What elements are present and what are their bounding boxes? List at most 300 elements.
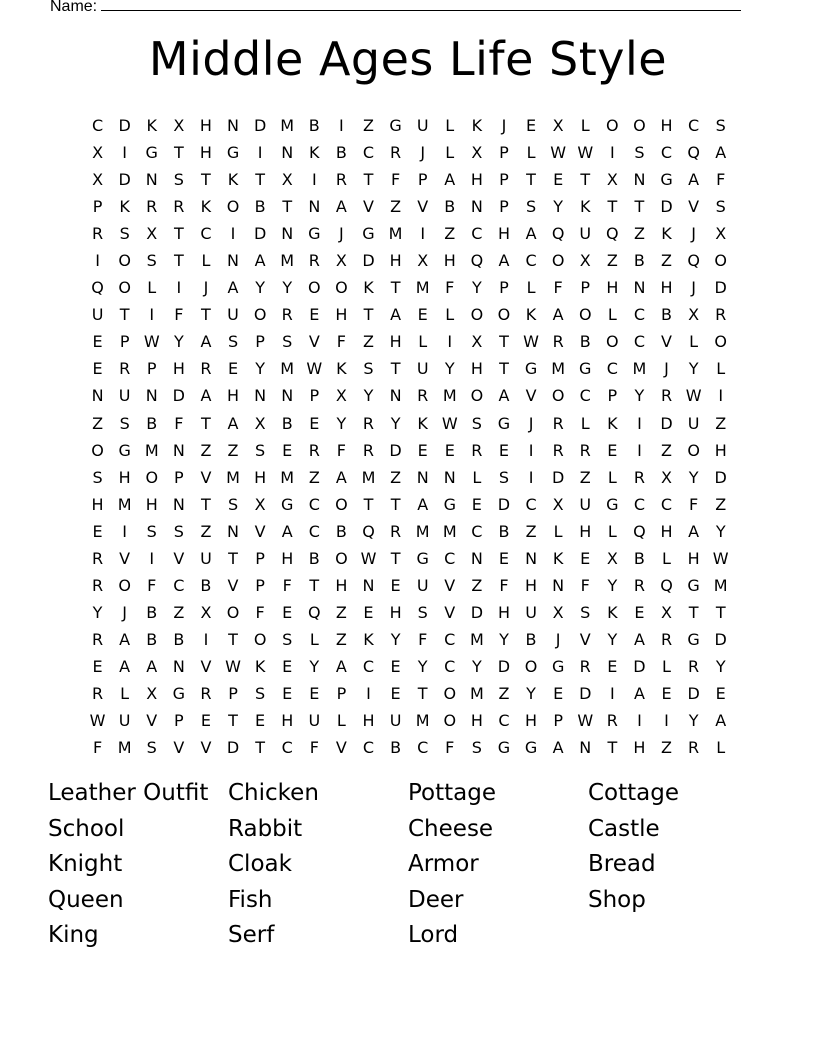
- grid-letter: M: [415, 521, 430, 541]
- grid-letter: A: [200, 386, 212, 406]
- grid-row: [84, 518, 734, 545]
- grid-letter: S: [92, 467, 103, 487]
- grid-letter: T: [173, 251, 184, 271]
- grid-letter: S: [227, 494, 239, 514]
- grid-letter: I: [609, 143, 615, 163]
- grid-letter: V: [661, 332, 672, 352]
- grid-letter: N: [633, 278, 646, 298]
- grid-letter: O: [91, 440, 104, 460]
- grid-letter: M: [469, 683, 484, 703]
- grid-letter: F: [174, 413, 184, 433]
- grid-letter: X: [254, 494, 266, 514]
- grid-letter: J: [203, 278, 209, 298]
- grid-letter: I: [528, 440, 534, 460]
- grid-letter: R: [660, 386, 673, 406]
- grid-letter: Q: [606, 224, 619, 244]
- word-list-item: Cottage: [588, 780, 680, 806]
- grid-letter: R: [552, 440, 564, 460]
- grid-letter: T: [119, 305, 130, 325]
- grid-letter: L: [445, 116, 455, 135]
- grid-letter: J: [691, 278, 696, 298]
- word-list-item: Deer: [408, 886, 464, 913]
- grid-letter: S: [580, 602, 591, 622]
- grid-letter: E: [309, 305, 320, 325]
- grid-letter: A: [715, 711, 727, 731]
- grid-letter: Z: [525, 521, 537, 541]
- grid-letter: K: [336, 359, 347, 379]
- grid-letter: V: [200, 738, 212, 758]
- grid-letter: C: [417, 738, 429, 758]
- grid-letter: E: [417, 440, 428, 460]
- grid-letter: C: [471, 521, 483, 541]
- grid-letter: M: [551, 359, 566, 379]
- grid-letter: P: [228, 683, 238, 703]
- word-list-item: Lord: [408, 922, 459, 948]
- grid-letter: F: [418, 629, 428, 649]
- grid-letter: E: [417, 305, 428, 325]
- grid-letter: O: [253, 629, 267, 649]
- grid-letter: Y: [255, 359, 265, 379]
- grid-row: [84, 734, 734, 761]
- grid-letter: Q: [633, 521, 646, 541]
- grid-row: [84, 680, 734, 707]
- grid-letter: T: [499, 359, 509, 379]
- grid-letter: B: [308, 548, 320, 568]
- grid-letter: G: [687, 629, 700, 649]
- grid-letter: P: [255, 548, 265, 568]
- grid-letter: O: [145, 467, 159, 487]
- grid-letter: C: [281, 738, 293, 758]
- grid-letter: T: [282, 197, 293, 217]
- grid-letter: H: [145, 494, 158, 514]
- grid-letter: A: [688, 521, 700, 541]
- grid-letter: K: [607, 602, 618, 622]
- grid-letter: T: [390, 359, 401, 379]
- grid-letter: N: [281, 224, 294, 244]
- grid-letter: T: [390, 494, 401, 514]
- grid-letter: M: [117, 738, 132, 758]
- grid-letter: N: [227, 251, 239, 271]
- grid-letter: M: [388, 224, 403, 244]
- grid-letter: A: [119, 656, 131, 676]
- grid-letter: Q: [551, 224, 565, 244]
- grid-letter: U: [308, 711, 321, 731]
- grid-letter: G: [443, 494, 456, 514]
- word-list-item: Rabbit: [228, 815, 303, 842]
- grid-letter: H: [497, 224, 510, 244]
- grid-letter: I: [176, 278, 182, 298]
- grid-letter: Z: [606, 251, 618, 271]
- grid-row: [84, 139, 734, 166]
- grid-letter: E: [580, 548, 591, 568]
- grid-letter: X: [606, 548, 618, 568]
- grid-letter: F: [689, 494, 699, 514]
- grid-letter: X: [471, 332, 483, 352]
- grid-letter: N: [281, 386, 294, 406]
- grid-letter: Y: [553, 197, 564, 217]
- grid-letter: R: [471, 440, 483, 460]
- grid-row: [84, 599, 734, 626]
- word-list-item: Queen: [48, 886, 124, 913]
- grid-letter: E: [553, 170, 564, 190]
- grid-letter: Z: [661, 251, 672, 271]
- grid-letter: M: [469, 629, 484, 649]
- grid-letter: P: [499, 197, 509, 217]
- grid-letter: J: [122, 602, 127, 622]
- grid-letter: U: [687, 413, 700, 433]
- grid-letter: W: [360, 548, 377, 568]
- grid-letter: S: [363, 359, 374, 379]
- grid-letter: X: [417, 251, 429, 271]
- grid-letter: H: [91, 494, 104, 514]
- grid-letter: G: [118, 440, 131, 460]
- grid-letter: N: [633, 170, 646, 190]
- grid-letter: O: [253, 305, 267, 325]
- grid-letter: H: [660, 521, 673, 541]
- grid-letter: W: [550, 143, 567, 163]
- grid-letter: E: [715, 683, 726, 703]
- grid-letter: D: [118, 116, 131, 135]
- grid-letter: E: [255, 711, 266, 731]
- grid-letter: A: [444, 170, 456, 190]
- grid-letter: F: [92, 738, 103, 758]
- grid-letter: B: [579, 332, 591, 352]
- grid-letter: K: [471, 116, 483, 135]
- grid-row: [84, 545, 734, 572]
- grid-letter: A: [715, 143, 727, 163]
- grid-letter: Z: [661, 738, 672, 758]
- grid-letter: O: [687, 440, 700, 460]
- grid-letter: C: [308, 494, 320, 514]
- grid-letter: Y: [688, 467, 699, 487]
- grid-letter: R: [362, 413, 375, 433]
- grid-letter: H: [199, 116, 212, 135]
- grid-letter: Q: [687, 251, 700, 271]
- grid-letter: R: [91, 629, 104, 649]
- grid-letter: O: [606, 116, 619, 135]
- grid-letter: Y: [390, 629, 401, 649]
- grid-letter: J: [555, 629, 561, 649]
- grid-letter: G: [660, 170, 673, 190]
- grid-letter: B: [146, 629, 158, 649]
- grid-letter: A: [498, 386, 510, 406]
- grid-letter: E: [661, 683, 672, 703]
- grid-letter: X: [661, 602, 672, 622]
- grid-row: [84, 653, 734, 680]
- grid-letter: X: [146, 683, 158, 703]
- grid-letter: F: [499, 575, 509, 595]
- grid-letter: R: [390, 143, 402, 163]
- grid-letter: Y: [282, 278, 293, 298]
- grid-letter: S: [255, 683, 266, 703]
- grid-letter: I: [718, 386, 724, 406]
- grid-letter: P: [417, 170, 428, 190]
- grid-letter: R: [660, 629, 673, 649]
- grid-letter: P: [174, 711, 184, 731]
- grid-letter: T: [688, 602, 699, 622]
- grid-letter: T: [607, 197, 618, 217]
- grid-letter: O: [335, 494, 348, 514]
- grid-letter: C: [633, 332, 645, 352]
- grid-row: [84, 301, 734, 328]
- grid-letter: A: [552, 305, 564, 325]
- grid-letter: L: [689, 332, 699, 352]
- grid-letter: M: [713, 575, 728, 595]
- grid-letter: W: [577, 143, 594, 163]
- grid-letter: P: [607, 386, 618, 406]
- word-list-item: Chicken: [228, 780, 319, 806]
- grid-letter: C: [660, 143, 673, 163]
- grid-letter: R: [417, 386, 429, 406]
- grid-letter: H: [281, 711, 294, 731]
- grid-letter: D: [389, 440, 402, 460]
- word-list-item: King: [48, 922, 99, 948]
- grid-letter: C: [173, 575, 185, 595]
- grid-letter: W: [523, 332, 539, 352]
- grid-letter: L: [716, 359, 726, 379]
- grid-letter: Z: [173, 602, 185, 622]
- grid-letter: D: [551, 467, 565, 487]
- word-list-item: Fish: [228, 886, 273, 913]
- grid-letter: R: [200, 683, 212, 703]
- grid-letter: R: [606, 711, 618, 731]
- grid-letter: M: [280, 116, 295, 135]
- grid-letter: Q: [660, 575, 673, 595]
- grid-letter: R: [119, 359, 131, 379]
- grid-letter: I: [339, 116, 344, 135]
- grid-letter: O: [714, 251, 727, 271]
- grid-row: [84, 274, 734, 301]
- grid-letter: N: [145, 170, 158, 190]
- grid-letter: S: [282, 332, 293, 352]
- grid-letter: T: [228, 629, 238, 649]
- grid-letter: H: [660, 278, 673, 298]
- grid-letter: T: [201, 305, 211, 325]
- grid-letter: K: [417, 413, 428, 433]
- grid-letter: Z: [363, 332, 374, 352]
- grid-letter: A: [146, 656, 158, 676]
- grid-letter: B: [254, 197, 266, 217]
- grid-letter: I: [366, 683, 371, 703]
- grid-letter: Y: [309, 656, 320, 676]
- grid-letter: Y: [173, 332, 184, 352]
- grid-letter: C: [498, 711, 510, 731]
- grid-letter: Y: [417, 656, 428, 676]
- word-list-item: Shop: [588, 886, 646, 913]
- grid-letter: B: [633, 548, 645, 568]
- grid-letter: F: [445, 278, 455, 298]
- grid-letter: Z: [661, 440, 672, 460]
- grid-letter: E: [634, 602, 645, 622]
- name-label: Name:: [50, 0, 98, 15]
- grid-letter: R: [308, 440, 320, 460]
- word-search-grid: [84, 112, 734, 761]
- grid-letter: D: [660, 197, 673, 217]
- grid-letter: V: [363, 197, 374, 217]
- grid-letter: B: [281, 413, 293, 433]
- grid-letter: A: [633, 683, 645, 703]
- grid-letter: R: [91, 548, 104, 568]
- grid-letter: C: [362, 143, 375, 163]
- grid-letter: S: [146, 251, 157, 271]
- grid-letter: D: [172, 386, 185, 406]
- grid-letter: R: [688, 656, 700, 676]
- grid-letter: S: [227, 332, 239, 352]
- grid-letter: Z: [471, 575, 483, 595]
- grid-letter: P: [499, 143, 509, 163]
- grid-letter: N: [172, 494, 185, 514]
- grid-row: [84, 626, 734, 653]
- grid-letter: X: [552, 494, 564, 514]
- page-title: Middle Ages Life Style: [148, 32, 668, 86]
- grid-letter: D: [226, 738, 240, 758]
- grid-letter: L: [336, 711, 346, 731]
- grid-letter: I: [420, 224, 426, 244]
- grid-letter: B: [335, 143, 347, 163]
- grid-letter: B: [146, 602, 158, 622]
- grid-letter: S: [417, 602, 428, 622]
- grid-letter: E: [444, 440, 455, 460]
- grid-letter: E: [553, 683, 564, 703]
- grid-letter: L: [580, 413, 590, 433]
- grid-letter: R: [91, 575, 104, 595]
- grid-row: [84, 166, 734, 193]
- grid-letter: O: [226, 197, 240, 217]
- grid-row: [84, 437, 734, 464]
- grid-letter: B: [633, 251, 645, 271]
- grid-letter: T: [607, 738, 618, 758]
- grid-letter: L: [607, 305, 617, 325]
- grid-letter: T: [309, 575, 320, 595]
- grid-letter: G: [687, 575, 700, 595]
- grid-letter: K: [309, 143, 320, 163]
- grid-letter: E: [92, 332, 103, 352]
- grid-letter: D: [362, 251, 375, 271]
- grid-letter: G: [308, 224, 321, 244]
- grid-letter: U: [579, 494, 592, 514]
- grid-letter: R: [173, 197, 185, 217]
- grid-letter: Z: [444, 224, 456, 244]
- grid-letter: P: [499, 170, 509, 190]
- grid-letter: R: [715, 305, 727, 325]
- grid-letter: N: [172, 440, 185, 460]
- grid-letter: I: [149, 305, 155, 325]
- word-list-item: Serf: [228, 922, 275, 948]
- grid-letter: Z: [363, 116, 374, 135]
- grid-letter: Z: [715, 494, 727, 514]
- grid-letter: H: [579, 521, 592, 541]
- word-list-item: Pottage: [408, 780, 497, 806]
- grid-letter: U: [118, 386, 131, 406]
- grid-letter: P: [580, 278, 591, 298]
- grid-letter: Z: [715, 413, 727, 433]
- grid-letter: R: [362, 440, 375, 460]
- grid-letter: S: [255, 440, 266, 460]
- grid-letter: K: [119, 197, 130, 217]
- grid-letter: D: [470, 602, 484, 622]
- grid-letter: L: [472, 467, 482, 487]
- grid-letter: A: [688, 170, 700, 190]
- grid-letter: R: [633, 467, 645, 487]
- grid-letter: G: [145, 143, 158, 163]
- grid-letter: V: [579, 629, 591, 649]
- grid-letter: D: [579, 683, 592, 703]
- grid-letter: H: [633, 738, 646, 758]
- grid-letter: J: [339, 224, 344, 244]
- grid-letter: M: [415, 278, 430, 298]
- grid-letter: E: [282, 683, 293, 703]
- grid-letter: N: [470, 548, 483, 568]
- grid-letter: D: [253, 224, 267, 244]
- grid-letter: G: [172, 683, 186, 703]
- grid-letter: F: [553, 278, 563, 298]
- grid-letter: L: [120, 683, 130, 703]
- grid-letter: S: [173, 521, 184, 541]
- grid-letter: V: [688, 197, 700, 217]
- grid-letter: R: [335, 170, 347, 190]
- grid-letter: E: [282, 656, 293, 676]
- grid-letter: P: [499, 278, 509, 298]
- grid-letter: M: [144, 440, 159, 460]
- grid-letter: Z: [308, 467, 320, 487]
- grid-letter: T: [201, 494, 211, 514]
- grid-letter: B: [444, 197, 456, 217]
- grid-letter: H: [687, 548, 700, 568]
- grid-letter: M: [632, 359, 647, 379]
- grid-letter: C: [362, 656, 375, 676]
- grid-letter: K: [200, 197, 212, 217]
- grid-row: [84, 707, 734, 734]
- grid-letter: R: [281, 305, 293, 325]
- grid-letter: H: [199, 143, 212, 163]
- word-list-item: Cheese: [408, 815, 494, 842]
- grid-letter: C: [91, 116, 104, 135]
- grid-letter: Z: [200, 440, 212, 460]
- grid-letter: M: [442, 521, 457, 541]
- grid-letter: I: [95, 251, 100, 271]
- grid-letter: H: [118, 467, 131, 487]
- grid-letter: H: [525, 711, 538, 731]
- grid-letter: A: [390, 305, 402, 325]
- grid-letter: H: [335, 575, 348, 595]
- grid-letter: A: [119, 629, 131, 649]
- grid-letter: L: [662, 656, 671, 676]
- grid-letter: L: [526, 143, 536, 163]
- grid-letter: Z: [498, 683, 510, 703]
- grid-letter: F: [445, 738, 455, 758]
- grid-letter: H: [606, 278, 619, 298]
- grid-letter: Y: [715, 521, 726, 541]
- grid-row: [84, 328, 734, 355]
- grid-letter: Q: [308, 602, 321, 622]
- grid-letter: E: [227, 359, 239, 379]
- grid-letter: O: [443, 683, 457, 703]
- grid-letter: F: [282, 575, 292, 595]
- grid-letter: X: [173, 116, 185, 135]
- grid-row: [84, 220, 734, 247]
- grid-letter: K: [363, 629, 374, 649]
- grid-letter: Z: [200, 521, 212, 541]
- grid-letter: H: [389, 251, 402, 271]
- grid-letter: R: [688, 738, 700, 758]
- grid-letter: O: [470, 386, 484, 406]
- grid-letter: C: [362, 738, 375, 758]
- grid-letter: V: [254, 521, 266, 541]
- grid-letter: I: [637, 711, 642, 731]
- grid-letter: H: [254, 467, 267, 487]
- grid-letter: X: [552, 116, 564, 135]
- grid-letter: T: [390, 278, 401, 298]
